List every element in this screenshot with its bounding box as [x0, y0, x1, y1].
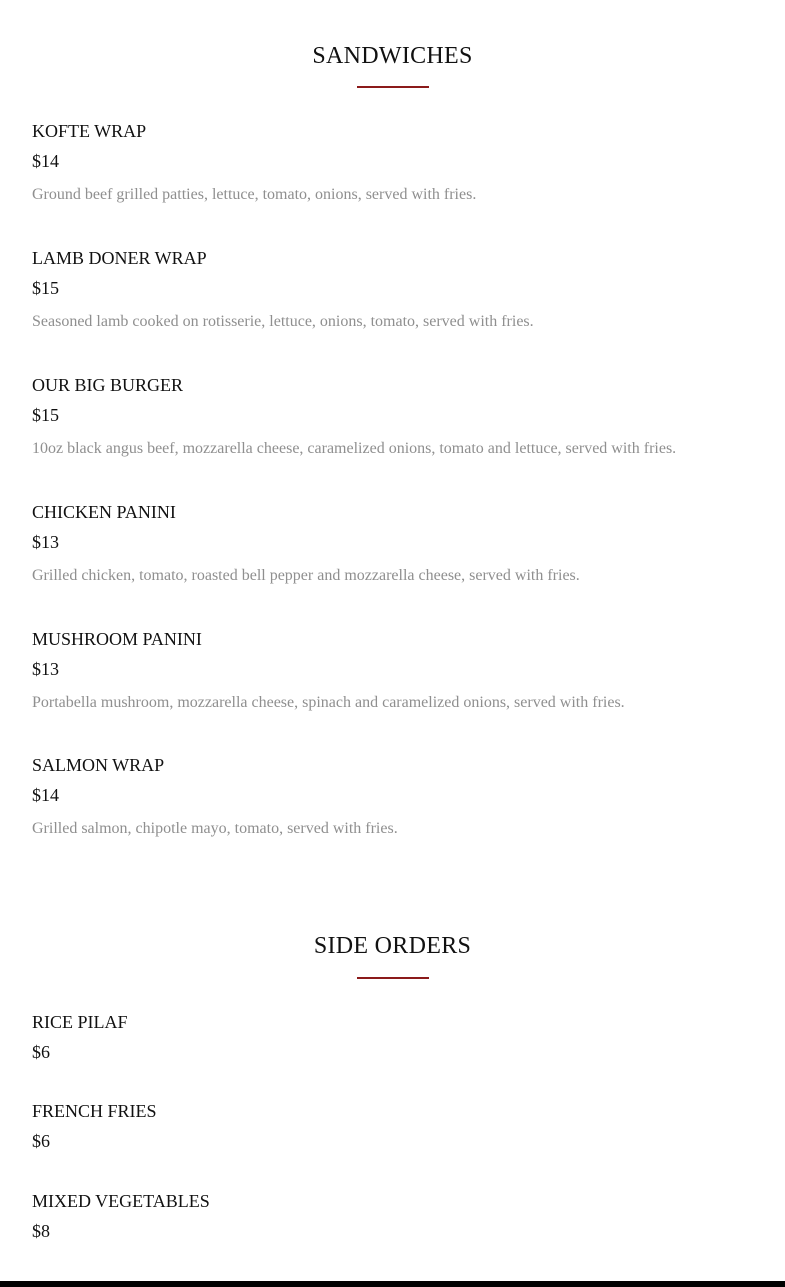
- menu-item-price: $15: [32, 278, 59, 298]
- menu-item-description: Ground beef grilled patties, lettuce, tomato, onions, served with fries.: [32, 186, 477, 203]
- menu-item-name: KOFTE WRAP: [32, 121, 147, 141]
- menu-item-price: $14: [32, 785, 59, 805]
- menu-item-description: Seasoned lamb cooked on rotisserie, lettuce, onions, tomato, served with fries.: [32, 313, 534, 330]
- menu-item-price: $15: [32, 405, 59, 425]
- menu-item: [32, 754, 752, 839]
- menu-item-name: FRENCH FRIES: [32, 1101, 157, 1121]
- menu-item-name: MUSHROOM PANINI: [32, 629, 202, 649]
- menu-item-price: $13: [32, 532, 59, 552]
- menu-item-price: $8: [32, 1221, 50, 1241]
- menu-item-description: Portabella mushroom, mozzarella cheese, spinach and caramelized onions, served with fries.: [32, 694, 625, 711]
- menu-item-description: Grilled chicken, tomato, roasted bell pepper and mozzarella cheese, served with fries.: [32, 567, 580, 584]
- menu-item: [32, 1100, 752, 1152]
- menu-item-price: $14: [32, 151, 59, 171]
- menu-item-name: MIXED VEGETABLES: [32, 1191, 210, 1211]
- menu-item-price: $6: [32, 1042, 50, 1062]
- menu-item-price: $6: [32, 1131, 50, 1151]
- menu-item-name: CHICKEN PANINI: [32, 502, 176, 522]
- menu-item: [32, 120, 752, 205]
- menu-item-name: SALMON WRAP: [32, 755, 165, 775]
- menu-item-name: LAMB DONER WRAP: [32, 248, 207, 268]
- menu-item: [32, 628, 752, 713]
- section-divider: [357, 977, 429, 979]
- menu-item: [32, 501, 752, 586]
- menu-item: [32, 247, 752, 332]
- section-title-sandwiches: SANDWICHES: [312, 43, 473, 69]
- menu-item-price: $13: [32, 659, 59, 679]
- menu-item: [32, 1190, 752, 1242]
- section-divider: [357, 86, 429, 88]
- section-title-side-orders: SIDE ORDERS: [313, 933, 472, 959]
- menu-item-name: OUR BIG BURGER: [32, 375, 184, 395]
- menu-item-description: Grilled salmon, chipotle mayo, tomato, served with fries.: [32, 820, 398, 837]
- menu-item-name: RICE PILAF: [32, 1012, 128, 1032]
- menu-item: [32, 374, 752, 459]
- footer-bar: [0, 1281, 785, 1287]
- menu-item: [32, 1011, 752, 1063]
- menu-item-description: 10oz black angus beef, mozzarella cheese, caramelized onions, tomato and lettuce, served with fries.: [32, 440, 677, 457]
